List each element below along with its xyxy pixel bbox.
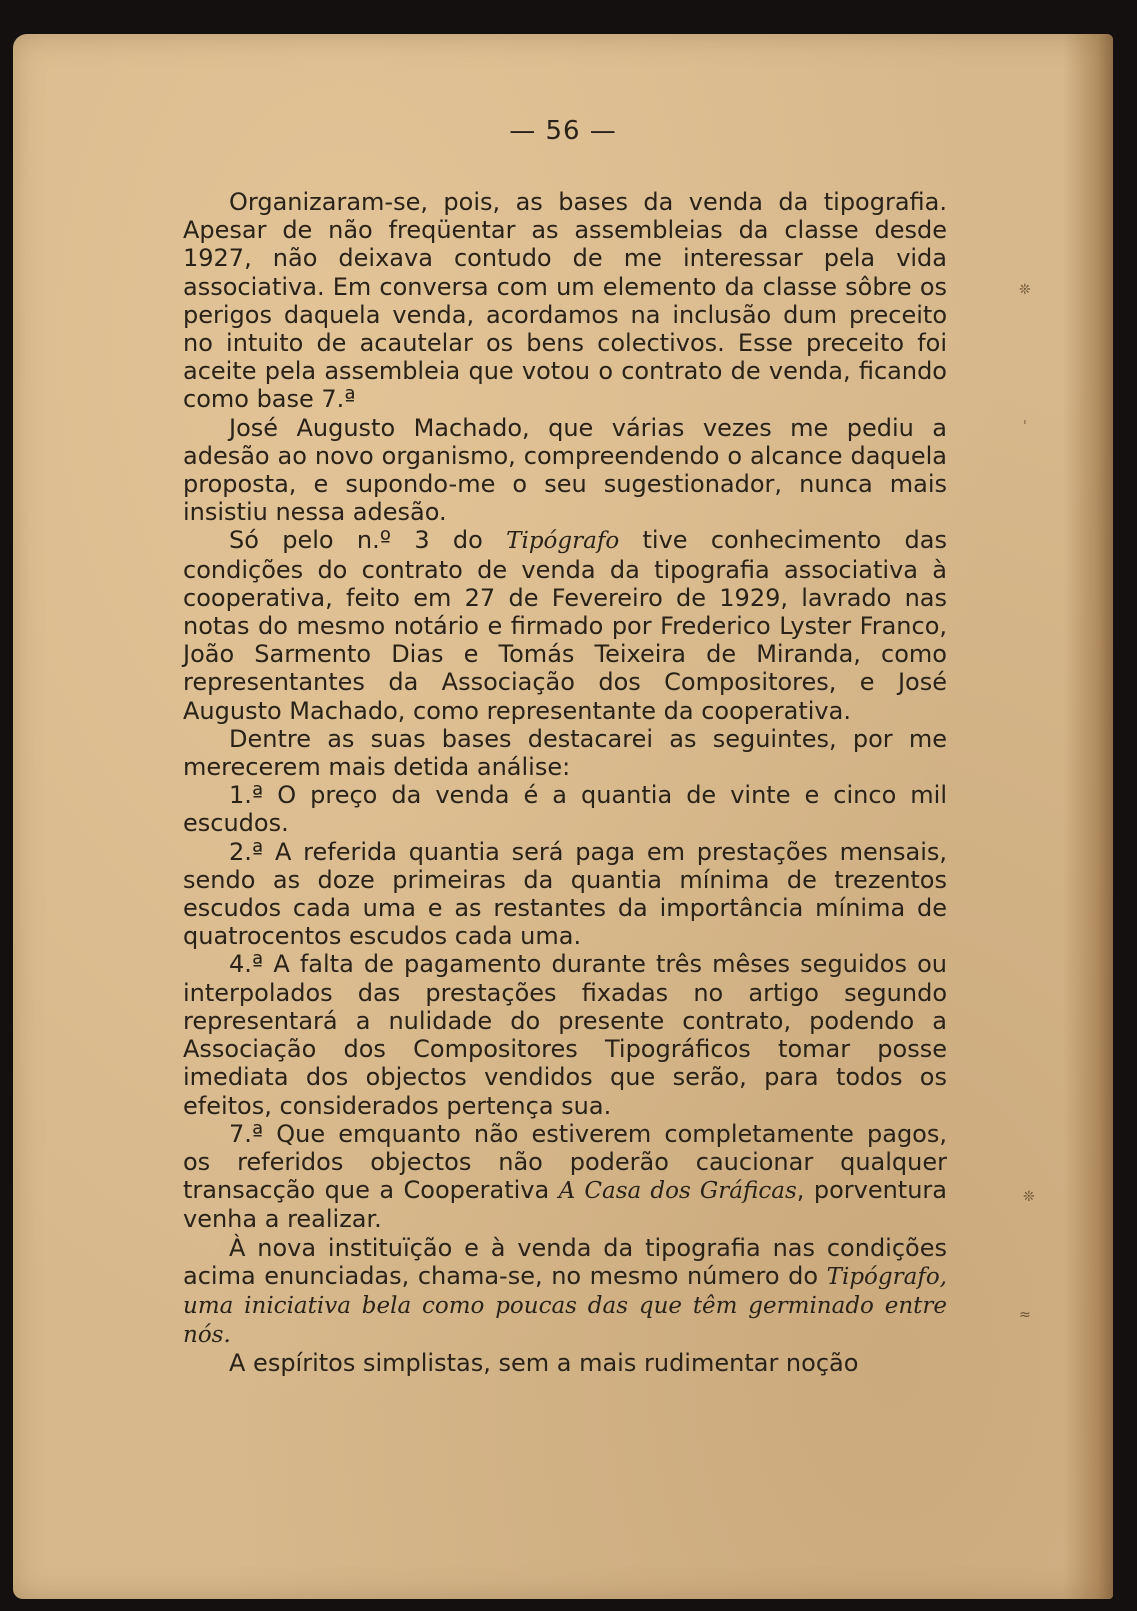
- paragraph-3-text-b: tive conhecimento das condições do contrato de venda da tipografia associativa à cooperativa, feito em 27 de Fevereiro de 1929, lavrado nas notas do mesmo notário e firmado por Frederico Lyster Franco, João Sarmento Dias e Tomás Teixeira de Miranda, como representantes da Associação dos Compositores, e José Augusto Machado, como representante da cooperativa.: [183, 526, 947, 725]
- margin-speck: ˈ: [1023, 419, 1027, 435]
- page-body-text: [183, 188, 947, 1378]
- paragraph-8-text-b: , porventura venha a realizar.: [183, 1176, 948, 1234]
- paragraph-1: Organizaram-se, pois, as bases da venda da tipografia. Apesar de não freqüentar as assembleias da classe desde 1927, não deixava contudo de me interessar pela vida associativa. Em conversa com um elemento da classe sôbre os perigos daquela venda, acordamos na inclusão dum preceito no intuito de acautelar os bens colectivos. Esse preceito foi aceite pela assembleia que votou o contrato de venda, ficando como base 7.ª: [183, 188, 947, 414]
- paragraph-8-text-a: 7.ª Que emquanto não estiverem completamente pagos, os referidos objectos não poderão caucionar qualquer transacção que a Cooperativa: [183, 1119, 947, 1205]
- paragraph-4: Dentre as suas bases destacarei as seguintes, por me merecerem mais detida análise:: [183, 724, 947, 782]
- paragraph-3: [183, 526, 947, 724]
- margin-speck: ❊: [1023, 1189, 1035, 1205]
- page-spine-shadow: [1063, 34, 1113, 1599]
- paragraph-8-italic: A Casa dos Gráficas: [558, 1178, 797, 1205]
- paragraph-10: A espíritos simplistas, sem a mais rudimentar noção: [229, 1349, 859, 1378]
- paragraph-7: 4.ª A falta de pagamento durante três mêses seguidos ou interpolados das prestações fixadas no artigo segundo representará a nulidade do presente contrato, podendo a Associação dos Compositores Tipográficos tomar posse imediata dos objectos vendidos que serão, para todos os efeitos, considerados pertença sua.: [183, 950, 947, 1120]
- margin-speck: ≈: [1019, 1307, 1031, 1323]
- paragraph-9-text-a: À nova instituïção e à venda da tipografia nas condições acima enunciadas, chama-se, no mesmo número do: [183, 1233, 947, 1290]
- page-number: — 56 —: [509, 116, 617, 146]
- paragraph-8: [183, 1120, 947, 1234]
- paragraph-6: 2.ª A referida quantia será paga em prestações mensais, sendo as doze primeiras da quantia mínima de trezentos escudos cada uma e as restantes da importância mínima de quatrocentos escudos cada uma.: [183, 837, 947, 951]
- paragraph-9-italic: Tipógrafo, uma iniciativa bela como poucas das que têm germinado entre nós.: [183, 1263, 947, 1349]
- book-page: [13, 34, 1113, 1599]
- paragraph-2: José Augusto Machado, que várias vezes me pediu a adesão ao novo organismo, compreendendo o alcance daquela proposta, e supondo-me o seu sugestionador, nunca mais insistiu nessa adesão.: [183, 413, 947, 527]
- paragraph-9: [183, 1234, 947, 1350]
- margin-speck: ❊: [1019, 282, 1031, 298]
- paragraph-3-italic: Tipógrafo: [506, 528, 620, 555]
- paragraph-5: 1.ª O preço da venda é a quantia de vinte e cinco mil escudos.: [183, 781, 947, 838]
- paragraph-3-text-a: Só pelo n.º 3 do: [229, 526, 507, 555]
